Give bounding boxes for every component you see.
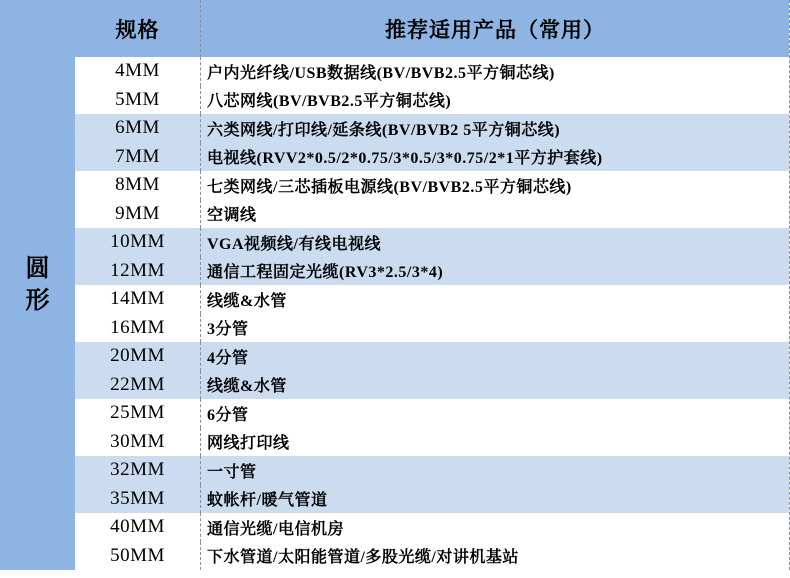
size-cell: 22MM: [110, 373, 165, 395]
table-row: [75, 285, 789, 314]
spec-table: [75, 0, 790, 570]
size-cell: 8MM: [115, 174, 160, 196]
size-cell: 7MM: [115, 145, 160, 167]
table-row: [75, 228, 789, 257]
shape-category-cell: [0, 0, 75, 570]
table-body: [75, 57, 789, 570]
product-cell: 六类网线/打印线/延条线(BV/BVB2 5平方铜芯线): [200, 114, 789, 143]
product-cell: 八芯网线(BV/BVB2.5平方铜芯线): [200, 86, 789, 115]
product-cell: 4分管: [200, 342, 789, 371]
product-cell: 线缆&水管: [200, 371, 789, 400]
size-cell: 9MM: [115, 202, 160, 224]
product-cell: 网线打印线: [200, 428, 789, 457]
table-row: [75, 485, 789, 514]
shape-category-char-top: 圆: [25, 255, 50, 283]
product-cell: 空调线: [200, 200, 789, 229]
size-cell: 30MM: [110, 430, 165, 452]
table-row: [75, 200, 789, 229]
size-cell: 12MM: [110, 259, 165, 281]
size-cell: 25MM: [110, 402, 165, 424]
product-cell: 七类网线/三芯插板电源线(BV/BVB2.5平方铜芯线): [200, 171, 789, 200]
table-row: [75, 257, 789, 286]
header-spec-label: 规格: [115, 18, 160, 42]
table-row: [75, 456, 789, 485]
product-cell: VGA视频线/有线电视线: [200, 228, 789, 257]
size-cell: 20MM: [110, 345, 165, 367]
table-row: [75, 57, 789, 86]
product-cell: 一寸管: [200, 456, 789, 485]
table-row: [75, 143, 789, 172]
table-row: [75, 114, 789, 143]
size-cell: 6MM: [115, 117, 160, 139]
table-row: [75, 314, 789, 343]
table-row: [75, 542, 789, 571]
product-cell: 6分管: [200, 399, 789, 428]
size-cell: 5MM: [115, 88, 160, 110]
shape-category-char-bottom: 形: [25, 287, 50, 314]
size-cell: 32MM: [110, 459, 165, 481]
size-cell: 50MM: [110, 544, 165, 566]
product-cell: 户内光纤线/USB数据线(BV/BVB2.5平方铜芯线): [200, 57, 789, 86]
table-row: [75, 342, 789, 371]
size-cell: 14MM: [110, 288, 165, 310]
table-row: [75, 513, 789, 542]
product-cell: 线缆&水管: [200, 285, 789, 314]
size-cell: 35MM: [110, 487, 165, 509]
product-cell: 通信光缆/电信机房: [200, 513, 789, 542]
table-header-row: [75, 0, 789, 57]
header-products-label: 推荐适用产品（常用）: [200, 0, 789, 57]
table-row: [75, 371, 789, 400]
size-cell: 10MM: [110, 231, 165, 253]
table-row: [75, 171, 789, 200]
table-row: [75, 86, 789, 115]
table-row: [75, 428, 789, 457]
size-cell: 16MM: [110, 316, 165, 338]
product-cell: 3分管: [200, 314, 789, 343]
product-cell: 通信工程固定光缆(RV3*2.5/3*4): [200, 257, 789, 286]
table-row: [75, 399, 789, 428]
product-cell: 电视线(RVV2*0.5/2*0.75/3*0.5/3*0.75/2*1平方护套线): [200, 143, 789, 172]
size-cell: 40MM: [110, 516, 165, 538]
product-cell: 下水管道/太阳能管道/多股光缆/对讲机基站: [200, 542, 789, 571]
size-cell: 4MM: [115, 60, 160, 82]
product-cell: 蚊帐杆/暖气管道: [200, 485, 789, 514]
bottom-gutter: [0, 570, 790, 578]
